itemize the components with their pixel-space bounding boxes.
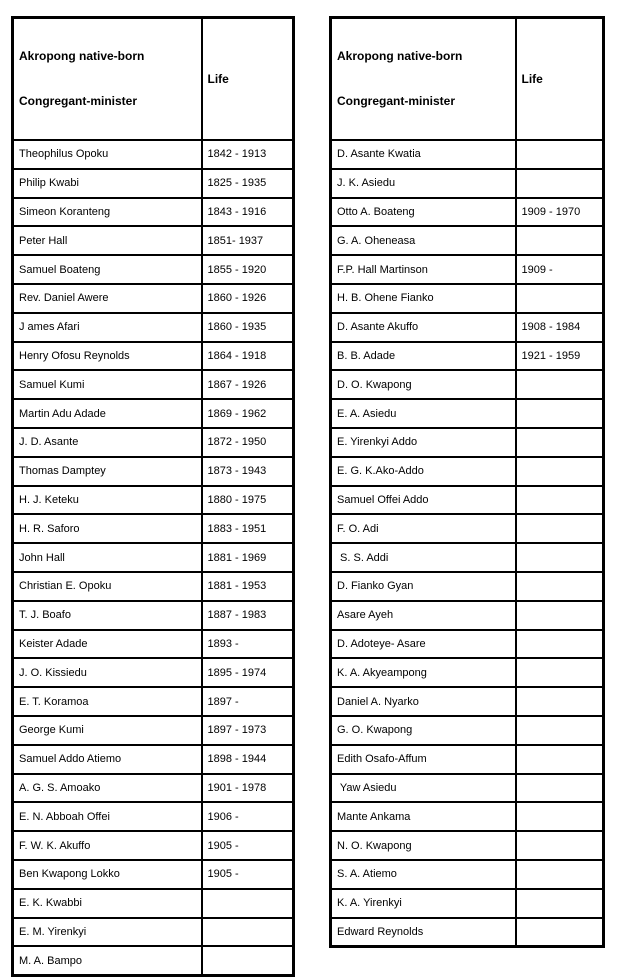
life-dates-cell: 1909 - (516, 255, 604, 284)
table-row (13, 169, 294, 198)
table-row (331, 457, 604, 486)
life-dates-cell (516, 918, 604, 947)
minister-name-cell: F.P. Hall Martinson (331, 255, 516, 284)
table-row (13, 889, 294, 918)
minister-name-cell: Thomas Damptey (13, 457, 202, 486)
life-dates-cell: 1921 - 1959 (516, 342, 604, 371)
life-dates-cell: 1880 - 1975 (202, 486, 294, 515)
life-dates-cell: 1869 - 1962 (202, 399, 294, 428)
minister-name-cell: A. G. S. Amoako (13, 774, 202, 803)
minister-name-cell: Asare Ayeh (331, 601, 516, 630)
table-row (331, 399, 604, 428)
minister-name-cell: Keister Adade (13, 630, 202, 659)
table-row (13, 428, 294, 457)
table-row (331, 630, 604, 659)
minister-name-cell: Henry Ofosu Reynolds (13, 342, 202, 371)
life-dates-cell: 1872 - 1950 (202, 428, 294, 457)
life-dates-cell (516, 716, 604, 745)
table-row (331, 284, 604, 313)
minister-name-cell: E. M. Yirenkyi (13, 918, 202, 947)
table-row (331, 543, 604, 572)
minister-name-cell: Samuel Addo Atiemo (13, 745, 202, 774)
minister-name-cell: Theophilus Opoku (13, 140, 202, 169)
header-line-1: Akropong native-born (19, 49, 145, 63)
table-row (331, 831, 604, 860)
life-dates-cell (516, 774, 604, 803)
minister-name-cell: M. A. Bampo (13, 946, 202, 975)
table-row (13, 860, 294, 889)
life-dates-cell: 1860 - 1935 (202, 313, 294, 342)
minister-name-cell: J. O. Kissiedu (13, 658, 202, 687)
life-dates-cell (516, 370, 604, 399)
life-column-header: Life (202, 18, 294, 141)
minister-name-cell: H. R. Saforo (13, 514, 202, 543)
minister-name-cell: T. J. Boafo (13, 601, 202, 630)
header-row (13, 18, 294, 141)
table-row (13, 572, 294, 601)
table-row (13, 399, 294, 428)
minister-name-cell: E. G. K.Ako-Addo (331, 457, 516, 486)
life-dates-cell: 1873 - 1943 (202, 457, 294, 486)
minister-name-cell: Samuel Kumi (13, 370, 202, 399)
life-dates-cell: 1843 - 1916 (202, 198, 294, 227)
life-dates-cell (516, 630, 604, 659)
congregant-minister-column-header (331, 18, 516, 141)
life-dates-cell (516, 860, 604, 889)
table-row (13, 457, 294, 486)
header-row (331, 18, 604, 141)
life-dates-cell (516, 169, 604, 198)
life-dates-cell: 1842 - 1913 (202, 140, 294, 169)
minister-name-cell: Edward Reynolds (331, 918, 516, 947)
life-dates-cell: 1867 - 1926 (202, 370, 294, 399)
table-row (13, 226, 294, 255)
congregant-minister-column-header (13, 18, 202, 141)
minister-name-cell: E. Yirenkyi Addo (331, 428, 516, 457)
header-line-2: Congregant-minister (19, 94, 138, 108)
life-dates-cell: 1883 - 1951 (202, 514, 294, 543)
life-dates-cell (516, 658, 604, 687)
table-row (13, 802, 294, 831)
akropong-ministers-table-1 (11, 16, 295, 977)
minister-name-cell: H. J. Keteku (13, 486, 202, 515)
table-row (331, 428, 604, 457)
minister-name-cell: E. N. Abboah Offei (13, 802, 202, 831)
minister-name-cell: Yaw Asiedu (331, 774, 516, 803)
life-dates-cell (202, 889, 294, 918)
table-row (331, 342, 604, 371)
minister-name-cell: Samuel Offei Addo (331, 486, 516, 515)
minister-name-cell: Christian E. Opoku (13, 572, 202, 601)
table-row (331, 745, 604, 774)
table-row (13, 543, 294, 572)
table-row (13, 313, 294, 342)
minister-name-cell: J. D. Asante (13, 428, 202, 457)
life-dates-cell (516, 457, 604, 486)
life-dates-cell (516, 745, 604, 774)
life-dates-cell (202, 946, 294, 975)
table-row (331, 687, 604, 716)
minister-name-cell: D. Adoteye- Asare (331, 630, 516, 659)
life-dates-cell (516, 889, 604, 918)
table-row (13, 946, 294, 975)
table-row (331, 774, 604, 803)
life-dates-cell: 1905 - (202, 831, 294, 860)
table-row (331, 486, 604, 515)
table-row (13, 140, 294, 169)
life-dates-cell: 1906 - (202, 802, 294, 831)
minister-name-cell: D. Fianko Gyan (331, 572, 516, 601)
life-column-header: Life (516, 18, 604, 141)
life-dates-cell: 1881 - 1969 (202, 543, 294, 572)
minister-name-cell: G. O. Kwapong (331, 716, 516, 745)
life-dates-cell: 1825 - 1935 (202, 169, 294, 198)
life-dates-cell (516, 802, 604, 831)
minister-name-cell: Daniel A. Nyarko (331, 687, 516, 716)
table-row (331, 226, 604, 255)
table-row (13, 284, 294, 313)
table-row (13, 601, 294, 630)
minister-name-cell: E. K. Kwabbi (13, 889, 202, 918)
minister-name-cell: F. O. Adi (331, 514, 516, 543)
table-row (331, 255, 604, 284)
life-dates-cell (516, 543, 604, 572)
minister-name-cell: Simeon Koranteng (13, 198, 202, 227)
table-row (331, 716, 604, 745)
table-row (331, 514, 604, 543)
minister-name-cell: E. A. Asiedu (331, 399, 516, 428)
table-row (331, 802, 604, 831)
minister-name-cell: Edith Osafo-Affum (331, 745, 516, 774)
table-row (331, 198, 604, 227)
table-row (331, 889, 604, 918)
table-row (13, 486, 294, 515)
life-dates-cell: 1893 - (202, 630, 294, 659)
life-dates-cell: 1864 - 1918 (202, 342, 294, 371)
table-row (13, 774, 294, 803)
life-dates-cell: 1851- 1937 (202, 226, 294, 255)
minister-name-cell: B. B. Adade (331, 342, 516, 371)
minister-name-cell: Otto A. Boateng (331, 198, 516, 227)
minister-name-cell: D. Asante Kwatia (331, 140, 516, 169)
table-row (331, 140, 604, 169)
life-dates-cell (516, 687, 604, 716)
life-dates-cell: 1887 - 1983 (202, 601, 294, 630)
table-row (13, 831, 294, 860)
life-dates-cell (516, 486, 604, 515)
life-dates-cell: 1895 - 1974 (202, 658, 294, 687)
minister-name-cell: G. A. Oheneasa (331, 226, 516, 255)
life-dates-cell (516, 572, 604, 601)
life-dates-cell: 1901 - 1978 (202, 774, 294, 803)
table-row (331, 370, 604, 399)
minister-name-cell: Rev. Daniel Awere (13, 284, 202, 313)
life-dates-cell (516, 601, 604, 630)
life-dates-cell (516, 284, 604, 313)
life-dates-cell: 1909 - 1970 (516, 198, 604, 227)
minister-name-cell: John Hall (13, 543, 202, 572)
akropong-ministers-table-2 (329, 16, 605, 948)
table-row (13, 716, 294, 745)
table-row (331, 169, 604, 198)
minister-name-cell: Philip Kwabi (13, 169, 202, 198)
table-row (13, 342, 294, 371)
table-row (13, 630, 294, 659)
header-line-2: Congregant-minister (337, 94, 456, 108)
table-row (331, 860, 604, 889)
minister-name-cell: George Kumi (13, 716, 202, 745)
minister-name-cell: E. T. Koramoa (13, 687, 202, 716)
life-dates-cell: 1897 - 1973 (202, 716, 294, 745)
life-dates-cell (516, 428, 604, 457)
minister-name-cell: D. Asante Akuffo (331, 313, 516, 342)
life-dates-cell: 1905 - (202, 860, 294, 889)
life-dates-cell: 1855 - 1920 (202, 255, 294, 284)
minister-name-cell: J ames Afari (13, 313, 202, 342)
table-row (331, 601, 604, 630)
life-dates-cell (516, 226, 604, 255)
table-row (331, 918, 604, 947)
table-row (13, 745, 294, 774)
minister-name-cell: J. K. Asiedu (331, 169, 516, 198)
table-row (13, 514, 294, 543)
minister-name-cell: K. A. Akyeampong (331, 658, 516, 687)
table-row (331, 658, 604, 687)
life-dates-cell (516, 514, 604, 543)
table-row (13, 918, 294, 947)
minister-name-cell: Martin Adu Adade (13, 399, 202, 428)
table-row (13, 687, 294, 716)
table-row (13, 255, 294, 284)
life-dates-cell (516, 399, 604, 428)
minister-name-cell: N. O. Kwapong (331, 831, 516, 860)
minister-name-cell: D. O. Kwapong (331, 370, 516, 399)
life-dates-cell: 1898 - 1944 (202, 745, 294, 774)
life-dates-cell (516, 831, 604, 860)
table-row (13, 370, 294, 399)
life-dates-cell (516, 140, 604, 169)
life-dates-cell: 1881 - 1953 (202, 572, 294, 601)
life-dates-cell: 1908 - 1984 (516, 313, 604, 342)
header-line-1: Akropong native-born (337, 49, 463, 63)
minister-name-cell: Peter Hall (13, 226, 202, 255)
table-row (13, 658, 294, 687)
table-row (331, 572, 604, 601)
minister-name-cell: Mante Ankama (331, 802, 516, 831)
minister-name-cell: F. W. K. Akuffo (13, 831, 202, 860)
minister-name-cell: Ben Kwapong Lokko (13, 860, 202, 889)
minister-name-cell: Samuel Boateng (13, 255, 202, 284)
life-dates-cell (202, 918, 294, 947)
minister-name-cell: S. A. Atiemo (331, 860, 516, 889)
minister-name-cell: K. A. Yirenkyi (331, 889, 516, 918)
life-dates-cell: 1897 - (202, 687, 294, 716)
table-row (13, 198, 294, 227)
table-row (331, 313, 604, 342)
minister-name-cell: H. B. Ohene Fianko (331, 284, 516, 313)
life-dates-cell: 1860 - 1926 (202, 284, 294, 313)
minister-name-cell: S. S. Addi (331, 543, 516, 572)
